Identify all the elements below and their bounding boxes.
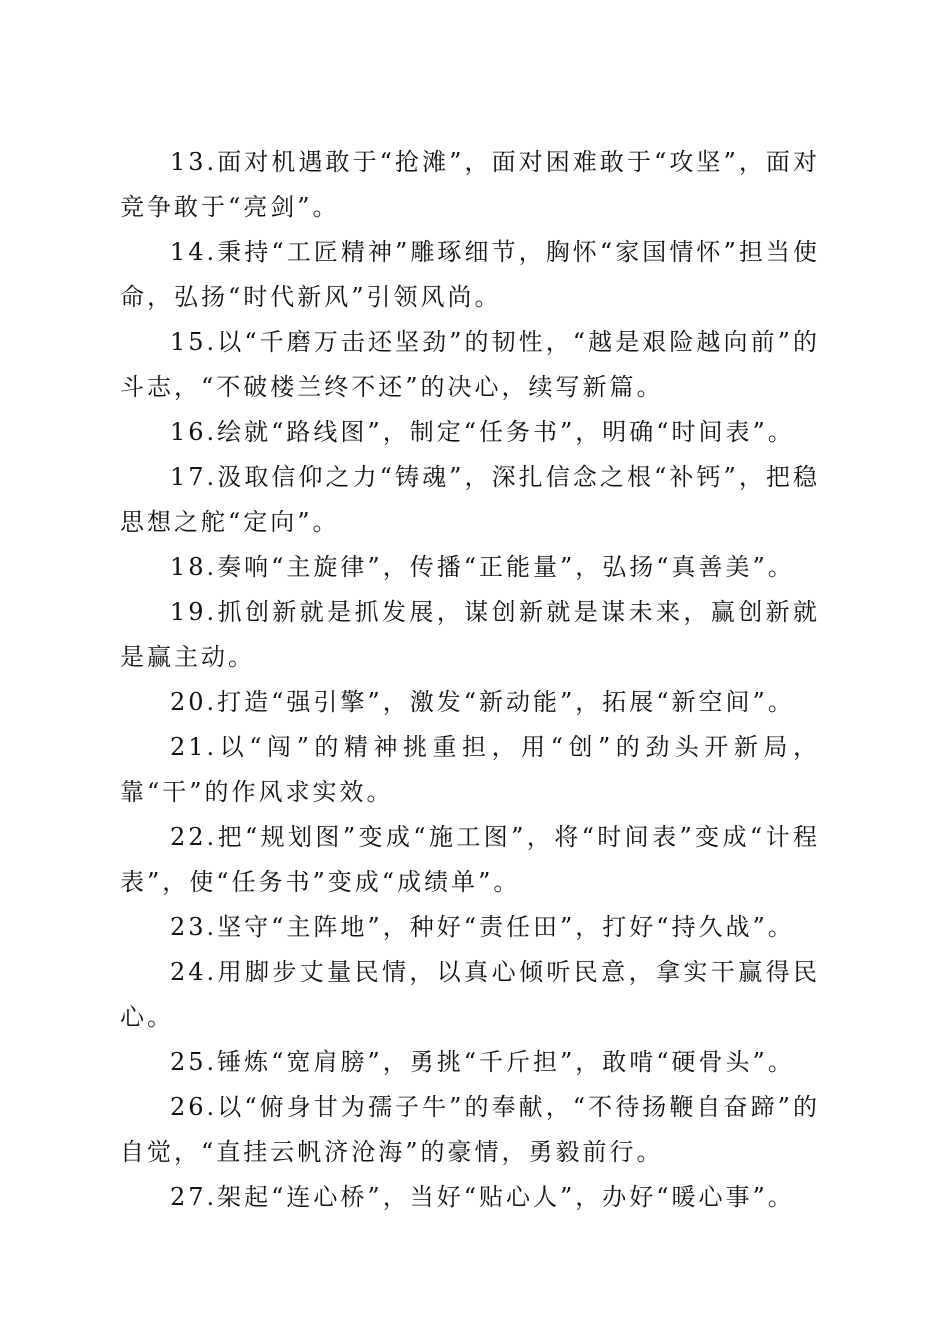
paragraph-22: 22.把“规划图”变成“施工图”，将“时间表”变成“计程表”，使“任务书”变成“成绩单”。	[120, 823, 820, 896]
paragraph-17: 17.汲取信仰之力“铸魂”，深扎信念之根“补钙”，把稳思想之舵“定向”。	[120, 463, 820, 536]
paragraph-24: 24.用脚步丈量民情，以真心倾听民意，拿实干赢得民心。	[120, 958, 820, 1031]
paragraph-14: 14.秉持“工匠精神”雕琢细节，胸怀“家国情怀”担当使命，弘扬“时代新风”引领风尚。	[120, 238, 820, 311]
paragraph-27: 27.架起“连心桥”，当好“贴心人”，办好“暖心事”。	[170, 1183, 795, 1211]
paragraph-16: 16.绘就“路线图”，制定“任务书”，明确“时间表”。	[170, 418, 795, 446]
paragraph-20: 20.打造“强引擎”，激发“新动能”，拓展“新空间”。	[170, 688, 795, 716]
document-body	[120, 140, 820, 1220]
paragraph-26: 26.以“俯身甘为孺子牛”的奉献，“不待扬鞭自奋蹄”的自觉，“直挂云帆济沧海”的豪情，勇毅前行。	[120, 1093, 820, 1166]
paragraph-25: 25.锤炼“宽肩膀”，勇挑“千斤担”，敢啃“硬骨头”。	[170, 1048, 795, 1076]
paragraph-21: 21.以“闯”的精神挑重担，用“创”的劲头开新局，靠“干”的作风求实效。	[120, 733, 820, 806]
paragraph-19: 19.抓创新就是抓发展，谋创新就是谋未来，赢创新就是赢主动。	[120, 598, 820, 671]
paragraph-13: 13.面对机遇敢于“抢滩”，面对困难敢于“攻坚”，面对竞争敢于“亮剑”。	[120, 148, 820, 221]
paragraph-18: 18.奏响“主旋律”，传播“正能量”，弘扬“真善美”。	[170, 553, 795, 581]
paragraph-15: 15.以“千磨万击还坚劲”的韧性，“越是艰险越向前”的斗志，“不破楼兰终不还”的决心，续写新篇。	[120, 328, 820, 401]
paragraph-23: 23.坚守“主阵地”，种好“责任田”，打好“持久战”。	[170, 913, 795, 941]
